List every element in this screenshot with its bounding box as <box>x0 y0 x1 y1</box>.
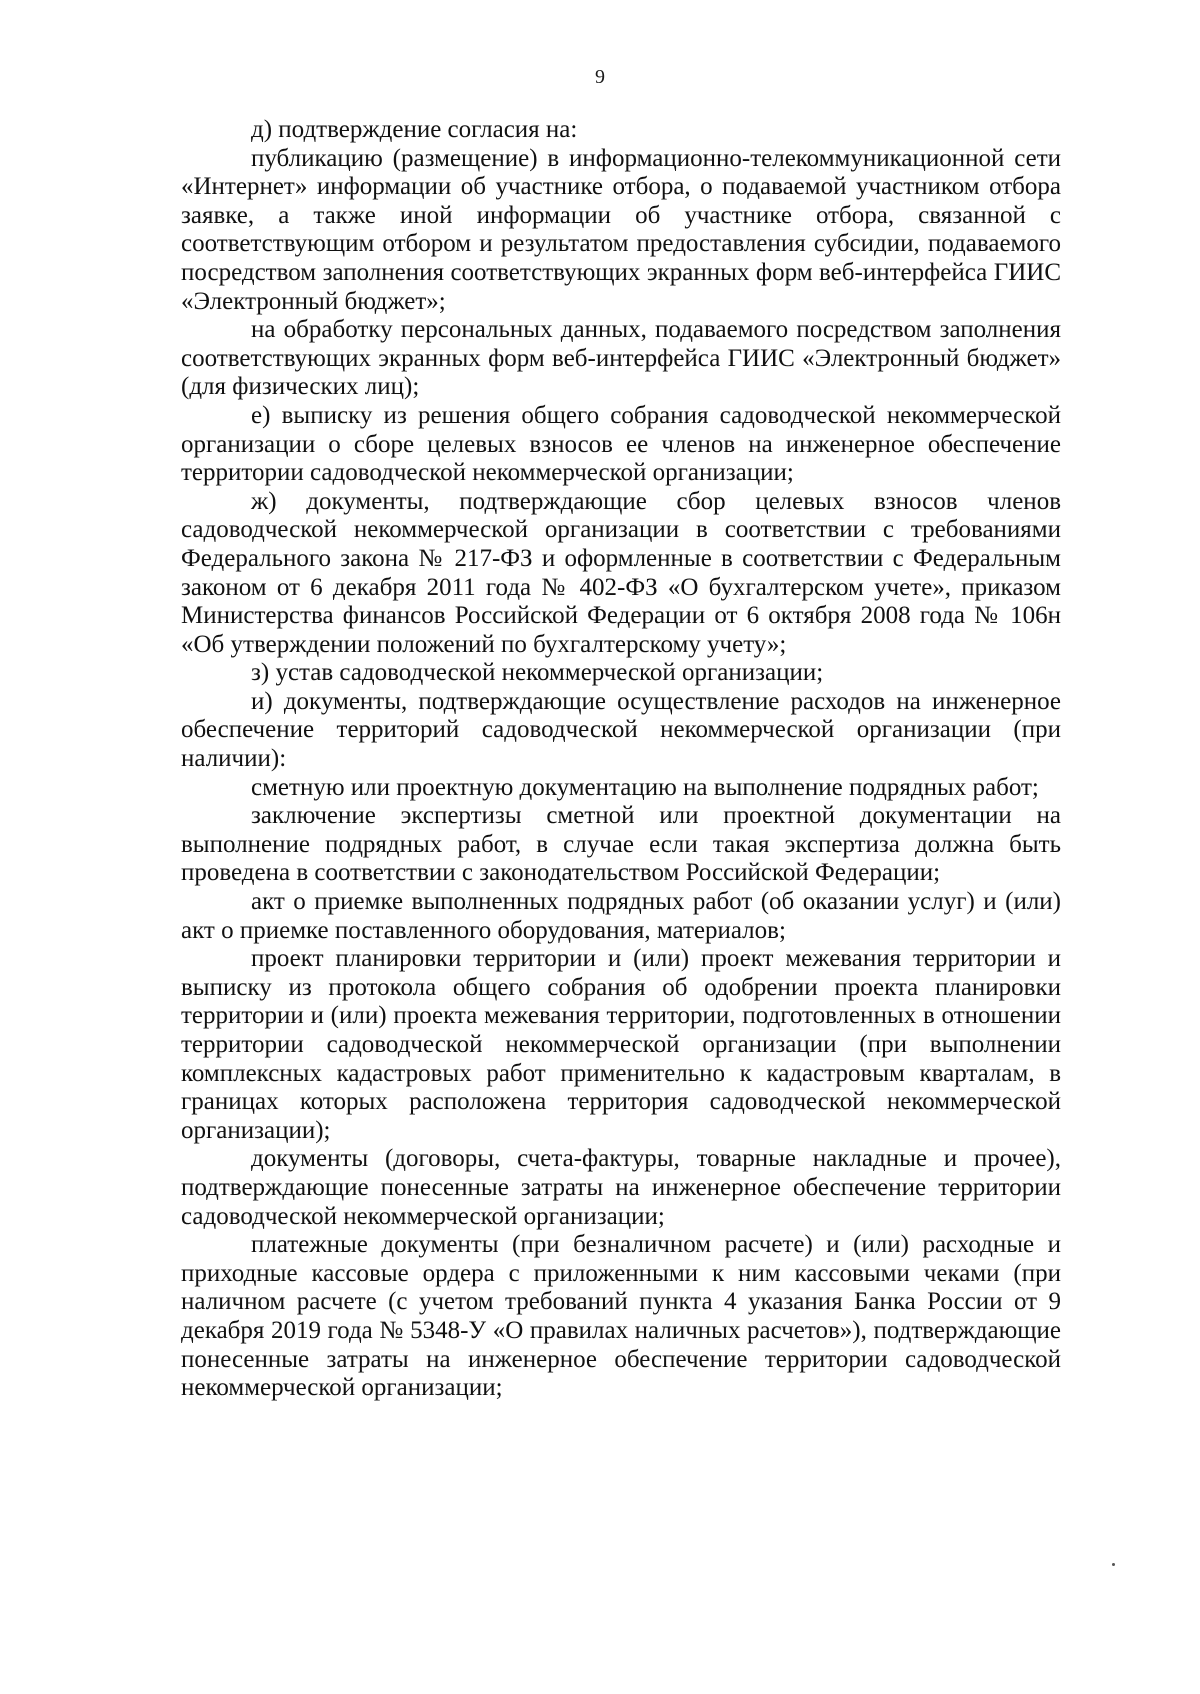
paragraph: платежные документы (при безналичном расчете) и (или) расходные и приходные кассовые ордера с приложенными к ним кассовыми чеками (при наличном расчете (с учетом требований пункта 4 указания Банка России от 9 декабря 2019 года № 5348-У «О правилах наличных расчетов»), подтверждающие понесенные затраты на инженерное обеспечение территории садоводческой некоммерческой организации; <box>181 1231 1061 1402</box>
document-body <box>181 116 1061 1403</box>
paragraph: и) документы, подтверждающие осуществление расходов на инженерное обеспечение территорий садоводческой некоммерческой организации (при наличии): <box>181 687 1061 773</box>
paragraph: е) выписку из решения общего собрания садоводческой некоммерческой организации о сборе целевых взносов ее членов на инженерное обеспечение территории садоводческой некоммерческой организации; <box>181 401 1061 487</box>
paragraph: з) устав садоводческой некоммерческой организации; <box>251 659 824 687</box>
paragraph: на обработку персональных данных, подаваемого посредством заполнения соответствующих экранных форм веб-интерфейса ГИИС «Электронный бюджет» (для физических лиц); <box>181 316 1061 401</box>
paragraph: ж) документы, подтверждающие сбор целевых взносов членов садоводческой некоммерческой организации в соответствии с требованиями Федерального закона № 217-ФЗ и оформленные в соответствии с Федеральным законом от 6 декабря 2011 года № 402-ФЗ «О бухгалтерском учете», приказом Министерства финансов Российской Федерации от 6 октября 2008 года № 106н «Об утверждении положений по бухгалтерскому учету»; <box>181 487 1061 658</box>
paragraph: заключение экспертизы сметной или проектной документации на выполнение подрядных работ, в случае если такая экспертиза должна быть проведена в соответствии с законодательством Российской Федерации; <box>181 802 1061 887</box>
paragraph: проект планировки территории и (или) проект межевания территории и выписку из протокола общего собрания об одобрении проекта планировки территории и (или) проекта межевания территории, подготовленных в отношении территории садоводческой некоммерческой организации (при выполнении комплексных кадастровых работ применительно к кадастровым кварталам, в границах которых расположена территория садоводческой некоммерческой организации); <box>181 945 1061 1144</box>
scan-speck <box>1112 1563 1115 1566</box>
paragraph: д) подтверждение согласия на: <box>251 116 578 143</box>
paragraph: публикацию (размещение) в информационно-телекоммуникационной сети «Интернет» информации об участнике отбора, о подаваемой участником отбора заявке, а также иной информации об участнике отбора, связанной с соответствующим отбором и результатом предоставления субсидии, подаваемого посредством заполнения соответствующих экранных форм веб-интерфейса ГИИС «Электронный бюджет»; <box>181 144 1061 315</box>
paragraph: документы (договоры, счета-фактуры, товарные накладные и прочее), подтверждающие понесенные затраты на инженерное обеспечение территории садоводческой некоммерческой организации; <box>181 1145 1061 1230</box>
paragraph: акт о приемке выполненных подрядных работ (об оказании услуг) и (или) акт о приемке поставленного оборудования, материалов; <box>181 888 1061 944</box>
page-number: 9 <box>595 66 605 88</box>
paragraph: сметную или проектную документацию на выполнение подрядных работ; <box>251 773 1039 801</box>
